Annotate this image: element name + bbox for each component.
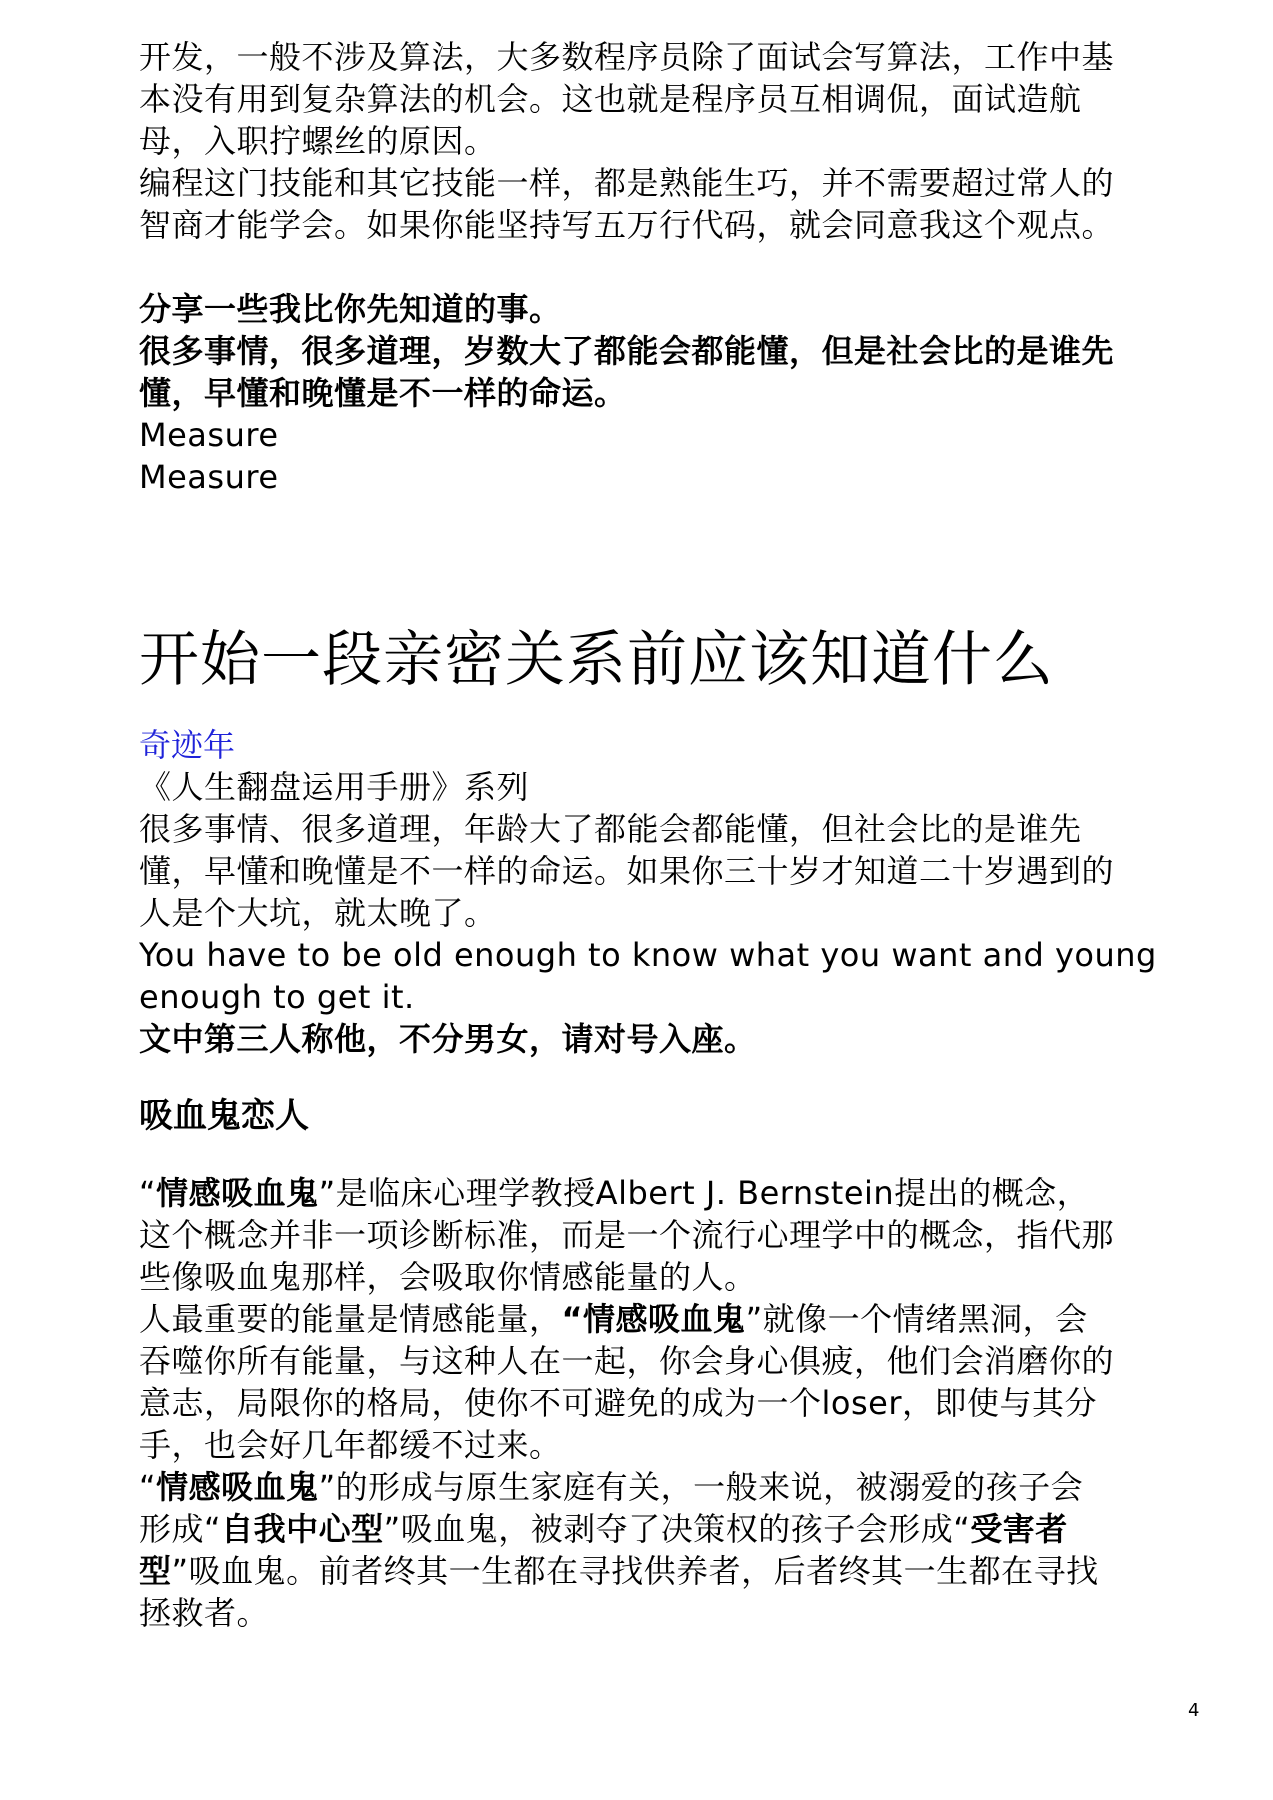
text-line	[139, 1466, 1139, 1508]
text-line: enough to get it.	[139, 978, 415, 1016]
page-number: 4	[1188, 1700, 1200, 1721]
text-span: ”就像一个情绪黑洞，会	[745, 1300, 1088, 1338]
section-title: 开始一段亲密关系前应该知道什么	[139, 625, 1054, 695]
text-line: 本没有用到复杂算法的机会。这也就是程序员互相调侃，面试造航	[139, 80, 1082, 118]
text-line: You have to be old enough to know what you want and young	[139, 936, 1157, 974]
document-page	[139, 36, 1157, 1634]
text-span: 形成“	[139, 1510, 222, 1548]
text-span: ”吸血鬼，被剥夺了决策权的孩子会形成“	[383, 1510, 971, 1548]
text-line: 懂，早懂和晚懂是不一样的命运。如果你三十岁才知道二十岁遇到的	[139, 852, 1115, 890]
bold-term: 受害者	[970, 1510, 1068, 1548]
bold-term: 自我中心型	[221, 1510, 384, 1548]
subheading: 吸血鬼恋人	[139, 1096, 309, 1136]
text-span: ”的形成与原生家庭有关，一般来说，被溺爱的孩子会	[318, 1468, 1084, 1506]
bold-term: 情感吸血鬼	[156, 1174, 319, 1212]
text-line	[139, 1172, 1139, 1214]
text-line: 智商才能学会。如果你能坚持写五万行代码，就会同意我这个观点。	[139, 206, 1115, 244]
text-line: 这个概念并非一项诊断标准，而是一个流行心理学中的概念，指代那	[139, 1216, 1115, 1254]
bold-term: 型	[139, 1552, 172, 1590]
bold-term: 情感吸血鬼	[156, 1468, 319, 1506]
text-line: 开发，一般不涉及算法，大多数程序员除了面试会写算法，工作中基	[139, 38, 1115, 76]
text-line: 人是个大坑，就太晚了。	[139, 894, 497, 932]
text-line	[139, 1550, 1139, 1592]
quote-mark: “	[139, 1468, 157, 1506]
measure-text: Measure	[139, 458, 279, 496]
text-line	[139, 1298, 1139, 1340]
text-line: 些像吸血鬼那样，会吸取你情感能量的人。	[139, 1258, 757, 1296]
bold-text-line: 很多事情，很多道理，岁数大了都能会都能懂，但是社会比的是谁先	[139, 332, 1115, 370]
paragraph-definition	[139, 1172, 1139, 1298]
bold-text-line: 分享一些我比你先知道的事。	[139, 290, 562, 328]
text-line	[139, 1508, 1139, 1550]
measure-text: Measure	[139, 416, 279, 454]
author-name: 奇迹年	[139, 726, 236, 764]
text-line: 意志，局限你的格局，使你不可避免的成为一个loser，即使与其分	[139, 1384, 1097, 1422]
text-span: 人最重要的能量是情感能量，	[139, 1300, 562, 1338]
bold-text-line: 懂，早懂和晚懂是不一样的命运。	[139, 374, 627, 412]
share-block	[139, 288, 1139, 414]
paragraph-energy	[139, 1298, 1139, 1466]
text-line: 拯救者。	[139, 1594, 270, 1632]
text-line: 编程这门技能和其它技能一样，都是熟能生巧，并不需要超过常人的	[139, 164, 1115, 202]
text-line: 母，入职拧螺丝的原因。	[139, 122, 497, 160]
quote-mark: “	[139, 1174, 157, 1212]
series-name: 《人生翻盘运用手册》系列	[139, 768, 530, 806]
reader-note: 文中第三人称他，不分男女，请对号入座。	[139, 1020, 757, 1058]
measure-block	[139, 414, 1139, 498]
paragraph-origin	[139, 1466, 1139, 1634]
text-line: 很多事情、很多道理，年龄大了都能会都能懂，但社会比的是谁先	[139, 810, 1082, 848]
bold-term: “情感吸血鬼	[561, 1300, 746, 1338]
text-line: 吞噬你所有能量，与这种人在一起，你会身心俱疲，他们会消磨你的	[139, 1342, 1115, 1380]
intro-paragraph	[139, 36, 1139, 246]
text-line: 手，也会好几年都缓不过来。	[139, 1426, 562, 1464]
intro-body	[139, 808, 1157, 1018]
text-span: ”是临床心理学教授Albert J. Bernstein提出的概念，	[318, 1174, 1090, 1212]
text-span: ”吸血鬼。前者终其一生都在寻找供养者，后者终其一生都在寻找	[171, 1552, 1099, 1590]
